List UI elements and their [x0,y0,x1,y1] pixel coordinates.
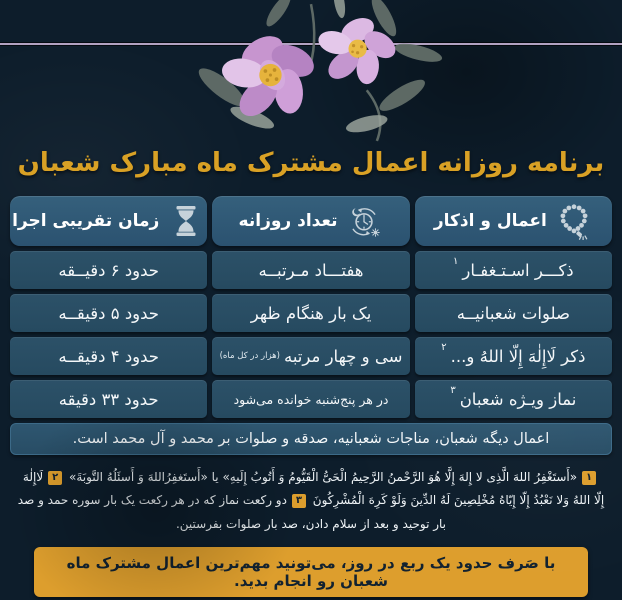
summary-banner [34,547,588,597]
other-deeds-note [10,423,612,455]
count-note: (هزار در کل ماه) [219,351,280,361]
time-label: حدود ۵ دقیقــه [58,303,159,323]
header-label: اعمال و اذکار [433,211,547,231]
footnote-text: «أَستَغْفِرُ اللهَ الَّذِی لا إِلهَ إِلَّا هُوَ الرَّحْمنُ الرَّحِیمُ الْحَیُّ الْقَیُّومُ وَ أَتُوبُ إِلَیهِ» یا «أَستَغفِرُاللهَ وَ أَسئَلُهُ التَّوبَةَ» [69,470,578,484]
count-label: هفتـــاد مـرتبــه [258,260,364,280]
table-row-cell-time [10,294,207,332]
schedule-table [10,196,612,418]
table-row-cell-count [212,251,409,289]
footnote-number-badge: ۲ [48,471,62,485]
time-label: حدود ۳۳ دقیقه [58,389,159,409]
table-row-cell-time [10,337,207,375]
count-label: سی و چهار مرتبه [283,346,403,366]
action-label: ذکـــر اسـتـغفـار [462,260,574,280]
header-daily-count [212,196,409,246]
table-row-cell-action [415,294,612,332]
table-row-cell-count [212,380,409,418]
table-row-cell-time [10,251,207,289]
header-deeds-and-dhikr [415,196,612,246]
footnote-number-badge: ۱ [582,471,596,485]
table-row-cell-time [10,380,207,418]
table-row-cell-action [415,380,612,418]
footnote-ref: ۱ [453,256,459,267]
time-label: حدود ۶ دقیــقه [58,260,159,280]
table-row-cell-count [212,294,409,332]
count-label: یک بار هنگام ظهر [250,303,372,323]
header-label: زمان تقریبی اجرا [12,211,160,231]
prayer-beads-icon [555,202,593,240]
count-label: در هر پنج‌شنبه خوانده می‌شود [233,391,389,407]
other-deeds-text: اعمال دیگه شعبان، مناجات شعبانیه، صدقه و صلوات بر محمد و آل محمد است. [72,431,550,447]
clock-icon [345,202,383,240]
action-label: نماز ویـژه شعبان [459,389,577,409]
footnotes-block [16,466,606,536]
footnote-text: لَاإِلٰهَ إِلّا اللهُ وَلا نَعْبُدُ إِلّا إِیّاهُ مُخْلِصِینَ لَهُ الدِّینَ وَلَوْ کَرِهَ الْمُشْرِکُونَ [22,470,605,508]
table-row-cell-action [415,251,612,289]
header-approx-time [10,196,207,246]
summary-text: با صَرف حدود یک ربع در روز، می‌تونید مهم‌ترین اعمال مشترک ماه شعبان رو انجام بدید. [66,554,556,591]
footnote-number-badge: ۳ [292,494,306,508]
table-row-cell-action [415,337,612,375]
footnote-ref: ۲ [441,342,447,353]
action-label: ذکر لَاإِلٰهَ إِلّا اللهُ و... [450,346,586,366]
footnote-ref: ۳ [450,385,456,396]
hourglass-icon [167,202,205,240]
header-label: تعداد روزانه [238,211,338,231]
page-title: برنامه روزانه اعمال مشترک ماه مبارک شعبان [17,148,605,178]
table-row-cell-count [212,337,409,375]
time-label: حدود ۴ دقیقــه [58,346,159,366]
footnote-text: دو رکعت نماز که در هر رکعت یک بار سوره حمد و صد بار توحید و بعد از سلام دادن، صد بار صلوات بفرستین. [17,493,447,531]
action-label: صلوات شعبانیــه [456,303,570,323]
